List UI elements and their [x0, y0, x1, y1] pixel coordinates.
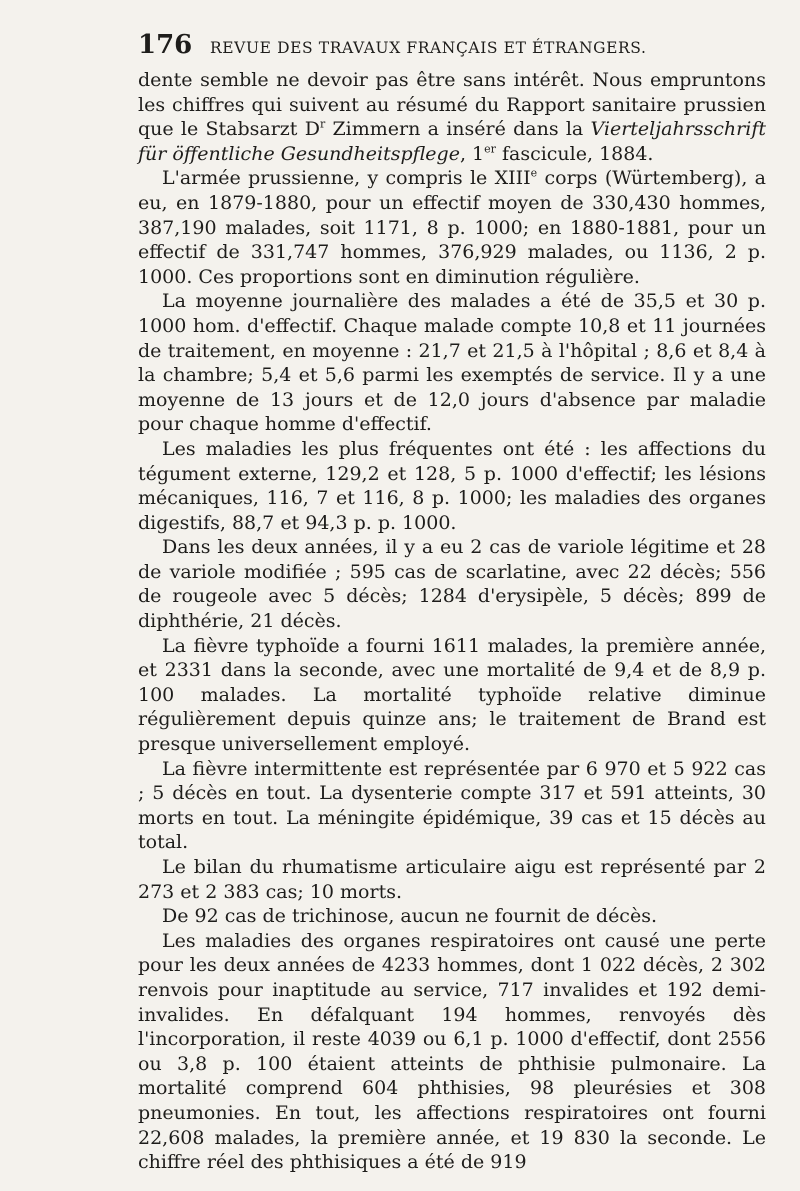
running-head — [138, 30, 778, 60]
paragraph-typhoid: La fièvre typhoïde a fourni 1611 malades, la première année, et 2331 dans la seconde, avec une mortalité de 9,4 et de 8,9 p. 100 malades. La mortalité typhoïde relative diminue régulièrement depuis quinze ans; le traitement de Brand est presque universellement employé. — [138, 634, 766, 756]
text-run: corps (Würtemberg), a eu, en 1879-1880, pour un effectif moyen de 330,430 hommes, 387,190 malades, soit 1171, 8 p. 1000; en 1880-1881, pour un effectif de 331,747 hommes, 376,929 malades, ou 1136, 2 p. 1000. Ces proportions sont en diminution régulière. — [138, 167, 767, 288]
paragraph-daily-average: La moyenne journalière des malades a été de 35,5 et 30 p. 1000 hom. d'effectif. Chaque malade compte 10,8 et 11 journées de traitement, en moyenne : 21,7 et 21,5 à l'hôpital ; 8,6 et 8,4 à la chambre; 5,4 et 5,6 parmi les exemptés de service. Il y a une moyenne de 13 jours et de 12,0 jours d'absence par maladie pour chaque homme d'effectif. — [138, 290, 766, 436]
text-run: Zimmern a inséré dans la — [325, 118, 591, 141]
paragraph-intermittent-fever: La fièvre intermittente est représentée par 6 970 et 5 922 cas ; 5 décès en tout. La dysenterie compte 317 et 591 atteints, 30 morts en tout. La méningite épidémique, 39 cas et 15 décès au total. — [138, 757, 766, 854]
paragraph-smallpox: Dans les deux années, il y a eu 2 cas de variole légitime et 28 de variole modifiée ; 595 cas de scarlatine, avec 22 décès; 556 de rougeole avec 5 décès; 1284 d'erysipèle, 5 décès; 899 de diphthérie, 21 décès. — [138, 536, 766, 633]
text-run: fascicule, 1884. — [495, 142, 654, 165]
text-run: L'armée prussienne, y compris le XIII — [162, 167, 531, 190]
paragraph-rheumatism: Le bilan du rhumatisme articulaire aigu est représenté par 2 273 et 2 383 cas; 10 morts. — [138, 856, 766, 903]
text-run: dente semble ne devoir pas être sans intérêt. Nous empruntons les chiffres qui suivent au résumé du Rapport sanitaire prussien que le Stabsarzt D — [138, 69, 766, 141]
paragraph-trichinosis: De 92 cas de trichinose, aucun ne fournit de décès. — [162, 905, 657, 928]
paragraph-prussian-army — [138, 166, 766, 289]
journal-title: Vierteljahrsschrift für öffentliche Gesundheitspflege — [138, 118, 766, 165]
running-title: REVUE DES TRAVAUX FRANÇAIS ET ÉTRANGERS. — [210, 39, 647, 57]
superscript: e — [530, 167, 538, 181]
superscript: er — [484, 142, 496, 156]
text-run: , 1 — [459, 142, 485, 165]
paragraph-continuation — [138, 68, 766, 166]
superscript: r — [319, 117, 326, 131]
body-text — [138, 68, 766, 1175]
paragraph-respiratory: Les maladies des organes respiratoires ont causé une perte pour les deux années de 4233 hommes, dont 1 022 décès, 2 302 renvois pour inaptitude au service, 717 invalides et 192 demi-invalides. En défalquant 194 hommes, renvoyés dès l'incorporation, il reste 4039 ou 6,1 p. 1000 d'effectif, dont 2556 ou 3,8 p. 100 étaient atteints de phthisie pulmonaire. La mortalité comprend 604 phthisies, 98 pleurésies et 308 pneumonies. En tout, les affections respiratoires ont fourni 22,608 malades, la première année, et 19 830 la seconde. Le chiffre réel des phthisiques a été de 919 — [138, 929, 766, 1174]
page-number: 176 — [138, 30, 193, 60]
paragraph-frequent-diseases: Les maladies les plus fréquentes ont été : les affections du tégument externe, 129,2 et 128, 5 p. 1000 d'effectif; les lésions mécaniques, 116, 7 et 116, 8 p. 1000; les maladies des organes digestifs, 88,7 et 94,3 p. p. 1000. — [138, 437, 766, 534]
